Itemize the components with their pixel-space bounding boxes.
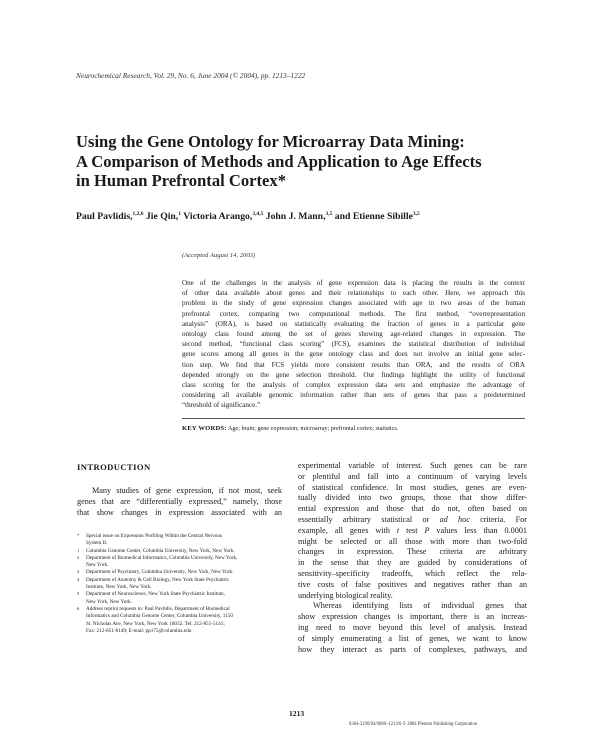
body-line: show expression changes is important, there is an increas- bbox=[298, 612, 527, 622]
footnotes bbox=[77, 533, 282, 635]
footnote-text: Department of Anatomy & Cell Biology, New York State Psychiatric bbox=[86, 576, 230, 583]
abstract-line: tion step. We find that FCS yields more consistent results than ORA, and the results of ORA bbox=[182, 360, 525, 369]
section-heading-introduction: INTRODUCTION bbox=[77, 462, 151, 472]
left-column-text bbox=[77, 486, 282, 518]
body-line: tually divided into two groups, those that show differ- bbox=[298, 493, 527, 503]
abstract bbox=[182, 278, 525, 411]
author-affiliation: 1,2,6 bbox=[132, 211, 144, 217]
italic-term: t bbox=[396, 525, 400, 535]
keywords bbox=[182, 425, 398, 432]
title-line-2: A Comparison of Methods and Application to Age Effects bbox=[76, 151, 482, 171]
body-line: ing need to move beyond this level of analysis. Instead bbox=[298, 622, 527, 632]
footnote-text: Department of Psychiatry, Columbia University, New York, New York. bbox=[86, 569, 234, 576]
body-line: that show changes in expression associated with an bbox=[77, 507, 282, 517]
abstract-line: problem in the study of gene expression changes associated with age in two areas of the human bbox=[182, 299, 525, 308]
body-line: genes that are “differentially expressed,” namely, those bbox=[77, 496, 282, 506]
footnote-text: Institute, New York, New York. bbox=[86, 584, 152, 591]
body-text: example, all genes with bbox=[298, 525, 397, 535]
italic-term: P bbox=[424, 525, 430, 535]
footnote-text: New York. bbox=[86, 562, 109, 569]
footnote bbox=[77, 533, 282, 548]
abstract-divider bbox=[182, 418, 525, 419]
footnote-text: Address reprint requests to: Paul Pavlidis, Department of Biomedical bbox=[86, 605, 230, 612]
abstract-line: class scoring for the analysis of complex expression data sets and emphasize the advantage of bbox=[182, 381, 525, 390]
footnote-text: System II. bbox=[86, 540, 108, 547]
author-list bbox=[76, 211, 420, 222]
body-line: Whereas identifying lists of individual genes that bbox=[313, 601, 527, 611]
author-affiliation: 3,5 bbox=[412, 211, 420, 217]
footnote-text: New York, New York. bbox=[86, 598, 132, 605]
footnote bbox=[77, 591, 282, 606]
author-name: John J. Mann, bbox=[263, 211, 326, 223]
keywords-text: Age; brain; gene expression; microarray; prefrontal cortex; statistics. bbox=[226, 425, 399, 432]
title-line-1: Using the Gene Ontology for Microarray Data Mining: bbox=[76, 132, 465, 151]
footnote bbox=[77, 577, 282, 592]
footnote-mark: 1 bbox=[77, 547, 80, 553]
body-text: criteria. For bbox=[469, 514, 527, 524]
author-affiliation: 1 bbox=[178, 211, 181, 217]
body-line: how they interact as parts of complexes, pathways, and bbox=[298, 644, 527, 654]
footnote-text: St. Nicholas Ave, New York, New York 10032. Tel: 212-851-5141; bbox=[86, 620, 225, 627]
article-title bbox=[76, 132, 546, 191]
page-number: 1213 bbox=[289, 709, 305, 718]
abstract-line: gene scores among all genes in the gene ontology class and does not involve an initial gene selec- bbox=[182, 350, 525, 359]
footnote bbox=[77, 606, 282, 635]
footnote-mark: * bbox=[77, 533, 80, 538]
author-name: and Etienne Sibille bbox=[332, 211, 413, 223]
footnote-text: Columbia Genome Center, Columbia University, New York, New York. bbox=[86, 547, 235, 554]
author-affiliation: 3,5 bbox=[325, 211, 333, 217]
body-line: changes in expression. These criteria are arbitrary bbox=[298, 547, 527, 557]
footnote bbox=[77, 569, 282, 576]
body-line: of statistical confidence. In most studies, genes are even- bbox=[298, 482, 527, 492]
footnote-text: Special issue on Expression Profiling Within the Central Nervous bbox=[86, 533, 222, 539]
body-line: ential expression and those that do not, often based on bbox=[298, 504, 527, 514]
title-line-3: in Human Prefrontal Cortex* bbox=[76, 171, 287, 190]
author-name: Paul Pavlidis, bbox=[76, 211, 133, 223]
body-line: of simply enumerating a list of genes, we want to know bbox=[298, 633, 527, 643]
body-line: sensitivity–specificity tradeoffs, which reflect the rela- bbox=[298, 568, 527, 578]
footnote-text: Informatics and Columbia Genome Center, Columbia University, 1150 bbox=[86, 613, 233, 620]
body-line: might be selected or all those with more than two-fold bbox=[298, 536, 527, 546]
keywords-label: KEY WORDS: bbox=[182, 425, 227, 432]
abstract-line: second method, “functional class scoring” (FCS), examines the statistical distribution of individual bbox=[182, 340, 525, 349]
abstract-line: depended strongly on the gene selection threshold. Our findings highlight the utility of functional bbox=[182, 370, 525, 379]
footnote-mark: 4 bbox=[77, 576, 80, 582]
abstract-line: considering all available genomic information rather than sets of genes that pass a predetermined bbox=[182, 391, 525, 400]
footnote-text: Fax: 212-851-8149; E-mail: pp175@columbia.edu bbox=[86, 627, 192, 634]
footnote-mark: 6 bbox=[77, 605, 80, 611]
abstract-line: prefrontal cortex, comparing two computational methods. The first method, “overrepresentation bbox=[182, 309, 525, 318]
body-line: Many studies of gene expression, if not most, seek bbox=[92, 486, 282, 495]
body-text: test bbox=[399, 525, 425, 535]
footnote bbox=[77, 555, 282, 570]
accepted-date: (Accepted August 14, 2003) bbox=[182, 252, 256, 259]
body-line: or plentiful and fall into a continuum of varying levels bbox=[298, 471, 527, 481]
author-name: Victoria Arango, bbox=[181, 211, 253, 223]
abstract-line: “threshold of significance.” bbox=[182, 401, 261, 410]
body-text: essentially arbitrary statistical or bbox=[298, 514, 440, 524]
footnote-text: Department of Biomedical Informatics, Columbia University, New York, bbox=[86, 554, 238, 561]
footnote-text: Department of Neuroscience, New York State Psychiatric Institute, bbox=[86, 591, 225, 598]
footnote-mark: 5 bbox=[77, 591, 80, 597]
abstract-line: ontology class found among the set of genes showing age-related changes in expression. The bbox=[182, 330, 525, 339]
body-line: tive costs of false positives and negatives rather than an bbox=[298, 579, 527, 589]
body-line bbox=[298, 526, 527, 537]
footnote bbox=[77, 548, 282, 555]
copyright-notice: 0364-3190/04/0600–1213/0 © 2004 Plenum Publishing Corporation bbox=[349, 722, 478, 727]
journal-header: Neurochemical Research, Vol. 29, No. 6, June 2004 (© 2004), pp. 1213–1222 bbox=[76, 71, 306, 80]
italic-term: ad hoc bbox=[439, 514, 470, 524]
abstract-line: One of the challenges in the analysis of gene expression data is placing the results in the context bbox=[182, 279, 525, 287]
footnote-mark: 2 bbox=[77, 554, 80, 560]
abstract-line: analysis” (ORA), is based on statistically evaluating the fraction of genes in a particular gene bbox=[182, 319, 525, 328]
body-line: experimental variable of interest. Such genes can be rare bbox=[298, 461, 527, 470]
author-name: Jie Qin, bbox=[143, 211, 179, 223]
footnote-mark: 3 bbox=[77, 569, 80, 575]
right-column-text bbox=[298, 461, 527, 655]
body-line: underlying biological reality. bbox=[298, 590, 393, 600]
body-line bbox=[298, 515, 527, 526]
abstract-line: of other data available about genes and their relationships to each other. Here, we approach this bbox=[182, 289, 525, 298]
body-text: values less than 0.0001 bbox=[429, 525, 528, 535]
author-affiliation: 3,4,5 bbox=[252, 211, 264, 217]
body-line: in the sense that they are guided by considerations of bbox=[298, 558, 527, 568]
